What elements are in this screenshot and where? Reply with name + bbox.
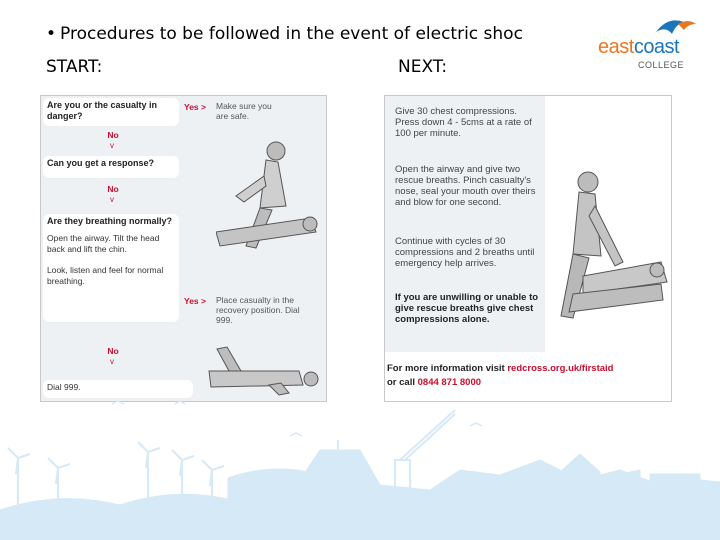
no-label-2: No	[107, 184, 119, 194]
compressions-text: Give 30 chest compressions. Press down 4 - 5cms at a rate of 100 per minute.	[395, 106, 532, 139]
slide-title	[46, 24, 523, 44]
bullet: •	[46, 24, 57, 44]
start-label: START:	[46, 57, 103, 77]
phone-number: 0844 871 8000	[417, 377, 482, 388]
next-procedure-panel	[384, 95, 672, 402]
yes-instruction-recovery: Place casualty in the recovery position. Dial 999.	[216, 295, 300, 325]
yes-label-1: Yes >	[184, 102, 206, 112]
yes-instruction-safe: Make sure you are safe.	[216, 101, 272, 121]
call-line: or call 0844 871 8000	[387, 377, 482, 388]
rescue-breaths-text: Open the airway and give two rescue breaths. Pinch casualty's nose, seal your mouth over theirs and blow for one second.	[395, 164, 536, 208]
yes-label-2: Yes >	[184, 296, 206, 306]
question-breathing: Are they breathing normally?	[47, 216, 173, 226]
question-danger-box	[43, 98, 179, 126]
logo-bird-icon	[654, 14, 698, 38]
step-open-airway: Open the airway. Tilt the head back and lift the chin.	[47, 233, 160, 254]
recovery-position-illustration	[199, 341, 324, 396]
college-logo	[596, 14, 700, 74]
cpr-illustration	[553, 166, 668, 336]
start-procedure-panel	[40, 95, 327, 402]
question-response: Can you get a response?	[47, 158, 155, 168]
compressions-only-text: If you are unwilling or unable to give rescue breaths give chest compressions alone.	[395, 292, 539, 325]
red-cross-link[interactable]: redcross.org.uk/firstaid	[507, 363, 614, 374]
more-info-line: For more information visit redcross.org.uk/firstaid	[387, 363, 614, 374]
continue-cycles-text: Continue with cycles of 30 compressions and 2 breaths until emergency help arrives.	[395, 236, 535, 269]
question-danger: Are you or the casualty in danger?	[47, 100, 158, 121]
logo-wordmark: eastcoast	[598, 36, 680, 58]
slide-title-text: Procedures to be followed in the event of electric shoc	[60, 24, 523, 44]
chevron-down-icon: v	[110, 195, 114, 204]
question-breathing-box	[43, 214, 179, 322]
chevron-down-icon: v	[110, 141, 114, 150]
coastal-skyline-decoration	[0, 390, 720, 540]
dial-999-text: Dial 999.	[47, 382, 81, 392]
check-casualty-illustration	[216, 136, 326, 256]
no-label-1: No	[107, 130, 119, 140]
next-label: NEXT:	[398, 57, 448, 77]
logo-subtitle: COLLEGE	[638, 60, 685, 70]
no-label-3: No	[107, 346, 119, 356]
chevron-down-icon: v	[110, 357, 114, 366]
step-look-listen: Look, listen and feel for normal breathing.	[47, 265, 164, 286]
question-response-box	[43, 156, 179, 178]
